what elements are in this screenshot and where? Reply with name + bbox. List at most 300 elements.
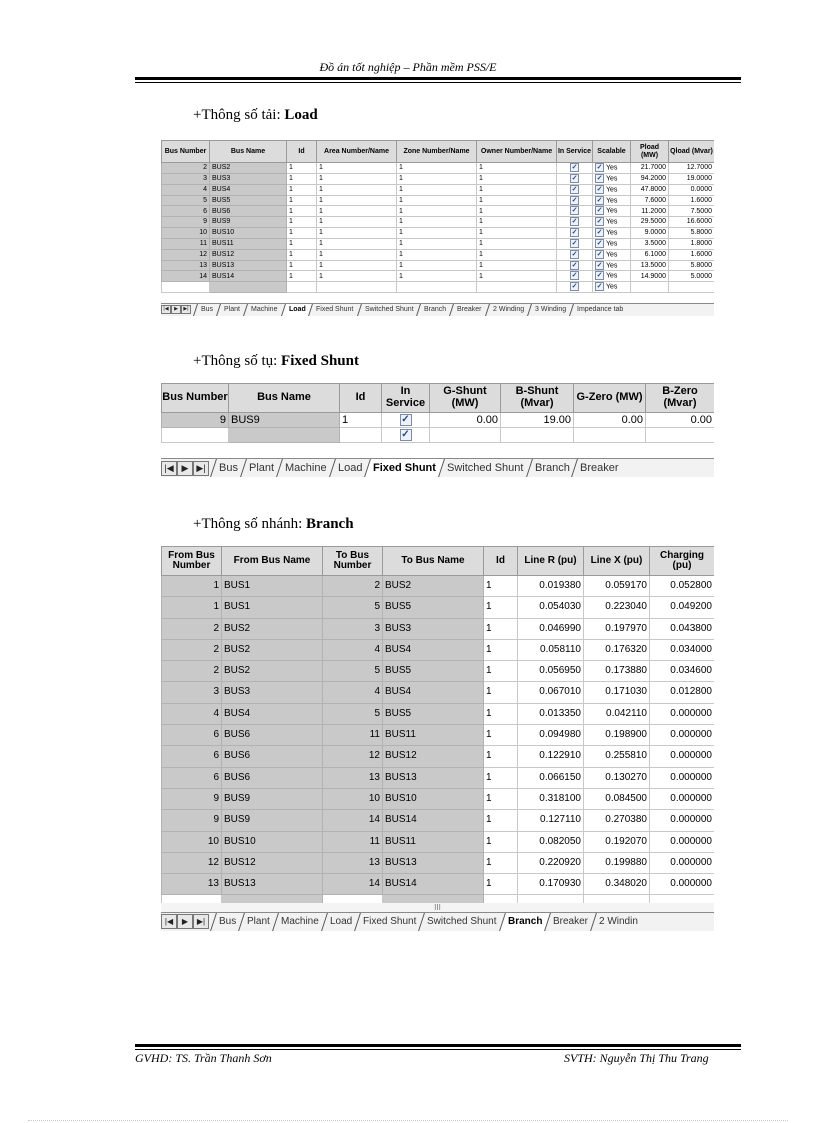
table-cell[interactable]: BUS9 (222, 788, 323, 809)
table-cell[interactable]: BUS2 (383, 576, 484, 597)
table-cell[interactable]: 10 (323, 788, 383, 809)
table-cell[interactable]: 1 (317, 206, 397, 217)
table-cell[interactable]: 10 (162, 831, 222, 852)
table-cell[interactable]: 13 (323, 852, 383, 873)
table-cell[interactable] (593, 184, 631, 195)
table-cell[interactable]: 0.042110 (584, 703, 650, 724)
table-cell[interactable]: 0.059170 (584, 576, 650, 597)
table-cell[interactable]: 1 (287, 206, 317, 217)
sheet-nav-button[interactable]: |◀ (161, 305, 171, 314)
table-cell[interactable] (631, 282, 669, 293)
table-cell[interactable]: 5.8000 (669, 260, 715, 271)
scalable-checkbox[interactable]: ✓ (596, 239, 603, 247)
table-cell[interactable]: 0.043800 (650, 618, 715, 639)
sheet-nav-button[interactable]: ▶ (177, 461, 193, 476)
table-cell[interactable] (162, 282, 210, 293)
table-cell[interactable]: 0.176320 (584, 639, 650, 660)
table-cell[interactable] (557, 228, 593, 239)
table-cell[interactable]: 1 (477, 271, 557, 282)
table-cell[interactable]: 0.052800 (650, 576, 715, 597)
table-cell[interactable]: 1 (317, 195, 397, 206)
table-cell[interactable]: 0.220920 (518, 852, 584, 873)
table-cell[interactable]: 1 (317, 271, 397, 282)
table-cell[interactable]: BUS14 (383, 874, 484, 895)
table-cell[interactable]: 1 (397, 271, 477, 282)
column-header[interactable]: Bus Number (162, 384, 229, 413)
table-cell[interactable] (557, 217, 593, 228)
table-cell[interactable]: 0.122910 (518, 746, 584, 767)
table-cell[interactable]: BUS1 (222, 576, 323, 597)
table-cell[interactable]: 0.082050 (518, 831, 584, 852)
sheet-tab[interactable] (449, 304, 488, 316)
table-cell[interactable] (574, 428, 646, 443)
table-cell[interactable]: 0.318100 (518, 788, 584, 809)
table-cell[interactable]: 1 (477, 195, 557, 206)
table-cell[interactable]: BUS13 (210, 260, 287, 271)
table-cell[interactable]: 6 (162, 767, 222, 788)
table-cell[interactable]: 1 (397, 206, 477, 217)
sheet-tab[interactable] (485, 304, 531, 316)
sheet-tab[interactable] (364, 459, 444, 477)
table-cell[interactable] (557, 260, 593, 271)
column-header[interactable]: Qload (Mvar) (669, 141, 715, 163)
column-header[interactable]: Charging (pu) (650, 547, 715, 576)
table-cell[interactable]: 1 (287, 195, 317, 206)
table-cell[interactable]: 1 (397, 163, 477, 174)
table-cell[interactable]: 4 (162, 184, 210, 195)
column-header[interactable]: To Bus Number (323, 547, 383, 576)
table-cell[interactable]: 1.8000 (669, 238, 715, 249)
table-cell[interactable]: BUS2 (222, 661, 323, 682)
table-cell[interactable]: 0.00 (574, 413, 646, 428)
in-service-checkbox[interactable]: ✓ (571, 283, 578, 291)
table-cell[interactable]: 1 (484, 725, 518, 746)
sheet-tab[interactable] (526, 459, 578, 477)
table-cell[interactable]: 14 (323, 810, 383, 831)
column-header[interactable]: B-Zero (Mvar) (646, 384, 715, 413)
table-cell[interactable] (557, 206, 593, 217)
table-cell[interactable]: 1 (287, 163, 317, 174)
in-service-checkbox[interactable]: ✓ (571, 174, 578, 182)
table-cell[interactable] (430, 428, 501, 443)
table-cell[interactable]: 12 (162, 249, 210, 260)
table-cell[interactable]: BUS9 (222, 810, 323, 831)
table-cell[interactable]: 1 (484, 682, 518, 703)
in-service-checkbox[interactable]: ✓ (401, 429, 410, 441)
table-cell[interactable]: 0.066150 (518, 767, 584, 788)
sheet-tab[interactable] (416, 304, 453, 316)
table-cell[interactable]: 9 (162, 810, 222, 831)
table-cell[interactable] (557, 173, 593, 184)
table-cell[interactable]: 1 (477, 163, 557, 174)
column-header[interactable]: To Bus Name (383, 547, 484, 576)
column-header[interactable]: Bus Name (229, 384, 340, 413)
table-cell[interactable]: 9 (162, 217, 210, 228)
table-cell[interactable]: BUS3 (210, 173, 287, 184)
table-cell[interactable] (557, 271, 593, 282)
table-cell[interactable]: 13 (162, 874, 222, 895)
table-cell[interactable]: 0.00 (430, 413, 501, 428)
table-cell[interactable]: 1 (484, 618, 518, 639)
sheet-tab[interactable] (527, 304, 573, 316)
scalable-checkbox[interactable]: ✓ (596, 185, 603, 193)
table-cell[interactable]: 3 (162, 173, 210, 184)
table-cell[interactable]: BUS3 (383, 618, 484, 639)
table-cell[interactable] (593, 249, 631, 260)
sheet-tab[interactable] (569, 304, 630, 316)
table-cell[interactable]: 0.056950 (518, 661, 584, 682)
table-cell[interactable]: 11 (162, 238, 210, 249)
in-service-checkbox[interactable]: ✓ (571, 218, 578, 226)
table-cell[interactable]: 14 (323, 874, 383, 895)
table-cell[interactable]: BUS4 (383, 682, 484, 703)
table-cell[interactable]: 0.084500 (584, 788, 650, 809)
table-cell[interactable]: 5.8000 (669, 228, 715, 239)
table-cell[interactable] (646, 428, 715, 443)
table-cell[interactable]: 1 (477, 184, 557, 195)
table-cell[interactable] (501, 428, 574, 443)
scalable-checkbox[interactable]: ✓ (596, 207, 603, 215)
scalable-checkbox[interactable]: ✓ (596, 229, 603, 237)
table-cell[interactable]: BUS10 (210, 228, 287, 239)
in-service-checkbox[interactable]: ✓ (571, 272, 578, 280)
table-cell[interactable]: 0.049200 (650, 597, 715, 618)
table-cell[interactable]: BUS4 (210, 184, 287, 195)
table-cell[interactable]: 0.000000 (650, 831, 715, 852)
table-cell[interactable]: 1 (397, 260, 477, 271)
column-header[interactable]: Bus Name (210, 141, 287, 163)
sheet-tab[interactable] (591, 913, 647, 931)
table-cell[interactable]: 9 (162, 788, 222, 809)
table-cell[interactable]: 1 (162, 576, 222, 597)
table-cell[interactable]: 1 (484, 576, 518, 597)
table-cell[interactable]: 1 (340, 413, 382, 428)
table-cell[interactable]: 1 (484, 639, 518, 660)
table-cell[interactable]: 0.130270 (584, 767, 650, 788)
table-cell[interactable]: 0.223040 (584, 597, 650, 618)
table-cell[interactable]: 6 (162, 725, 222, 746)
table-cell[interactable]: BUS12 (222, 852, 323, 873)
table-cell[interactable] (210, 282, 287, 293)
table-cell[interactable]: 4 (323, 639, 383, 660)
table-cell[interactable]: 1 (397, 217, 477, 228)
column-header[interactable]: G-Zero (MW) (574, 384, 646, 413)
sheet-tab[interactable] (419, 913, 505, 931)
table-cell[interactable]: 1 (477, 217, 557, 228)
table-cell[interactable]: 0.000000 (650, 725, 715, 746)
column-header[interactable]: From Bus Number (162, 547, 222, 576)
table-cell[interactable]: 1 (317, 238, 397, 249)
table-cell[interactable]: 1 (484, 767, 518, 788)
table-cell[interactable]: 1 (317, 228, 397, 239)
table-cell[interactable]: 1 (477, 260, 557, 271)
table-cell[interactable]: 3 (323, 618, 383, 639)
scalable-checkbox[interactable]: ✓ (596, 164, 603, 171)
table-cell[interactable]: 1 (317, 184, 397, 195)
table-cell[interactable]: 5 (323, 597, 383, 618)
table-cell[interactable]: 1 (287, 217, 317, 228)
table-cell[interactable]: 13.5000 (631, 260, 669, 271)
table-cell[interactable]: 4 (323, 682, 383, 703)
in-service-checkbox[interactable]: ✓ (571, 185, 578, 193)
table-cell[interactable] (287, 282, 317, 293)
sheet-tab[interactable] (243, 304, 284, 316)
column-header[interactable]: From Bus Name (222, 547, 323, 576)
table-cell[interactable]: 0.013350 (518, 703, 584, 724)
table-cell[interactable]: 9.0000 (631, 228, 669, 239)
table-cell[interactable]: 14 (162, 271, 210, 282)
in-service-checkbox[interactable]: ✓ (571, 207, 578, 215)
table-cell[interactable]: 0.034000 (650, 639, 715, 660)
table-cell[interactable]: 2 (323, 576, 383, 597)
in-service-checkbox[interactable]: ✓ (571, 229, 578, 237)
table-cell[interactable]: 5 (323, 703, 383, 724)
table-cell[interactable]: 3 (162, 682, 222, 703)
column-header[interactable]: Id (484, 547, 518, 576)
table-cell[interactable]: 1 (477, 238, 557, 249)
table-cell[interactable]: 0.270380 (584, 810, 650, 831)
table-cell[interactable] (557, 282, 593, 293)
table-cell[interactable]: 21.7000 (631, 163, 669, 174)
table-cell[interactable]: 1 (317, 249, 397, 260)
sheet-nav-button[interactable]: |◀ (161, 461, 177, 476)
table-cell[interactable]: 1 (477, 228, 557, 239)
table-cell[interactable]: 2 (162, 639, 222, 660)
table-cell[interactable]: 7.6000 (631, 195, 669, 206)
in-service-checkbox[interactable]: ✓ (571, 239, 578, 247)
sheet-nav-button[interactable]: ▶| (193, 914, 209, 929)
table-cell[interactable]: BUS9 (210, 217, 287, 228)
table-cell[interactable]: BUS2 (210, 163, 287, 174)
table-cell[interactable]: 0.197970 (584, 618, 650, 639)
table-cell[interactable] (593, 173, 631, 184)
table-cell[interactable]: 94.2000 (631, 173, 669, 184)
table-cell[interactable]: 10 (162, 228, 210, 239)
table-cell[interactable]: 0.019380 (518, 576, 584, 597)
table-cell[interactable]: 0.00 (646, 413, 715, 428)
table-cell[interactable]: BUS12 (383, 746, 484, 767)
table-cell[interactable]: 0.000000 (650, 767, 715, 788)
table-cell[interactable]: 47.8000 (631, 184, 669, 195)
table-cell[interactable] (593, 163, 631, 174)
table-cell[interactable]: BUS10 (383, 788, 484, 809)
table-cell[interactable]: 1 (397, 195, 477, 206)
table-cell[interactable] (382, 428, 430, 443)
table-cell[interactable]: 12 (162, 852, 222, 873)
table-cell[interactable]: 3.5000 (631, 238, 669, 249)
table-cell[interactable]: 7.5000 (669, 206, 715, 217)
table-cell[interactable]: 1.6000 (669, 195, 715, 206)
table-cell[interactable]: 1 (484, 746, 518, 767)
table-cell[interactable]: 1 (477, 173, 557, 184)
table-cell[interactable]: BUS4 (222, 703, 323, 724)
sheet-tab[interactable] (571, 459, 626, 477)
table-cell[interactable]: 0.094980 (518, 725, 584, 746)
table-cell[interactable]: 1 (317, 173, 397, 184)
table-cell[interactable]: 1 (287, 184, 317, 195)
table-cell[interactable] (397, 282, 477, 293)
table-cell[interactable]: 1 (317, 163, 397, 174)
horizontal-scroll-marker[interactable]: III (161, 903, 714, 913)
column-header[interactable]: G-Shunt (MW) (430, 384, 501, 413)
table-cell[interactable]: 1 (397, 184, 477, 195)
table-cell[interactable]: BUS11 (383, 725, 484, 746)
in-service-checkbox[interactable]: ✓ (571, 250, 578, 258)
table-cell[interactable] (593, 217, 631, 228)
column-header[interactable]: Id (340, 384, 382, 413)
table-cell[interactable]: BUS12 (210, 249, 287, 260)
table-cell[interactable]: BUS2 (222, 639, 323, 660)
table-cell[interactable] (382, 413, 430, 428)
column-header[interactable]: In Service (557, 141, 593, 163)
table-cell[interactable]: 5 (162, 195, 210, 206)
column-header[interactable]: Pload (MW) (631, 141, 669, 163)
sheet-nav-button[interactable]: |◀ (161, 914, 177, 929)
table-cell[interactable]: 6 (162, 206, 210, 217)
sheet-tab[interactable] (357, 304, 421, 316)
table-cell[interactable]: 4 (162, 703, 222, 724)
table-cell[interactable]: BUS6 (222, 725, 323, 746)
table-cell[interactable]: BUS1 (222, 597, 323, 618)
table-cell[interactable]: 13 (323, 767, 383, 788)
table-cell[interactable] (593, 260, 631, 271)
sheet-tab[interactable] (438, 459, 531, 477)
table-cell[interactable] (317, 282, 397, 293)
table-cell[interactable]: 19.0000 (669, 173, 715, 184)
table-cell[interactable]: BUS6 (222, 767, 323, 788)
sheet-tab[interactable] (308, 304, 360, 316)
table-cell[interactable] (593, 228, 631, 239)
sheet-tab[interactable] (354, 913, 424, 931)
table-cell[interactable]: 1 (397, 173, 477, 184)
table-cell[interactable]: 1 (287, 173, 317, 184)
table-cell[interactable]: BUS13 (222, 874, 323, 895)
column-header[interactable]: Scalable (593, 141, 631, 163)
table-cell[interactable]: BUS3 (222, 682, 323, 703)
table-cell[interactable]: BUS5 (383, 703, 484, 724)
scalable-checkbox[interactable]: ✓ (596, 261, 603, 269)
in-service-checkbox[interactable]: ✓ (571, 196, 578, 204)
table-cell[interactable]: BUS5 (383, 661, 484, 682)
table-cell[interactable]: 11 (323, 831, 383, 852)
table-cell[interactable]: BUS2 (222, 618, 323, 639)
table-cell[interactable]: BUS13 (383, 767, 484, 788)
sheet-tab[interactable] (276, 459, 334, 477)
table-cell[interactable]: 0.000000 (650, 852, 715, 873)
table-cell[interactable]: 12 (323, 746, 383, 767)
column-header[interactable]: B-Shunt (Mvar) (501, 384, 574, 413)
table-cell[interactable]: 1 (287, 249, 317, 260)
table-cell[interactable]: BUS14 (210, 271, 287, 282)
table-cell[interactable]: BUS11 (383, 831, 484, 852)
table-cell[interactable] (593, 206, 631, 217)
table-cell[interactable]: 6 (162, 746, 222, 767)
column-header[interactable]: Owner Number/Name (477, 141, 557, 163)
column-header[interactable]: Line R (pu) (518, 547, 584, 576)
scalable-checkbox[interactable]: ✓ (596, 196, 603, 204)
in-service-checkbox[interactable]: ✓ (571, 261, 578, 269)
table-cell[interactable]: BUS9 (229, 413, 340, 428)
table-cell[interactable]: 0.067010 (518, 682, 584, 703)
table-cell[interactable]: BUS6 (210, 206, 287, 217)
table-cell[interactable]: 5.0000 (669, 271, 715, 282)
table-cell[interactable]: 1 (397, 238, 477, 249)
table-cell[interactable]: 2 (162, 661, 222, 682)
table-cell[interactable] (557, 163, 593, 174)
table-cell[interactable]: 0.170930 (518, 874, 584, 895)
table-cell[interactable]: 1 (287, 271, 317, 282)
column-header[interactable]: Line X (pu) (584, 547, 650, 576)
table-cell[interactable]: 14.9000 (631, 271, 669, 282)
table-cell[interactable]: BUS5 (210, 195, 287, 206)
table-cell[interactable] (669, 282, 715, 293)
table-cell[interactable]: 1 (287, 228, 317, 239)
sheet-nav-button[interactable]: ▶ (171, 305, 181, 314)
table-cell[interactable] (557, 184, 593, 195)
table-cell[interactable]: 0.000000 (650, 703, 715, 724)
table-cell[interactable]: 1 (484, 831, 518, 852)
table-cell[interactable]: 0.199880 (584, 852, 650, 873)
table-cell[interactable] (557, 238, 593, 249)
table-cell[interactable] (593, 271, 631, 282)
table-cell[interactable]: 1 (484, 874, 518, 895)
table-cell[interactable]: 0.198900 (584, 725, 650, 746)
table-cell[interactable]: 29.5000 (631, 217, 669, 228)
table-cell[interactable]: BUS14 (383, 810, 484, 831)
table-cell[interactable]: BUS11 (210, 238, 287, 249)
column-header[interactable]: Id (287, 141, 317, 163)
table-cell[interactable]: 9 (162, 413, 229, 428)
table-cell[interactable]: 1.6000 (669, 249, 715, 260)
table-cell[interactable] (593, 282, 631, 293)
table-cell[interactable]: 1 (317, 260, 397, 271)
sheet-nav-button[interactable]: ▶| (181, 305, 191, 314)
table-cell[interactable]: 1 (484, 810, 518, 831)
table-cell[interactable]: 1 (477, 206, 557, 217)
table-cell[interactable]: 2 (162, 163, 210, 174)
table-cell[interactable]: 0.171030 (584, 682, 650, 703)
table-cell[interactable]: 11 (323, 725, 383, 746)
table-cell[interactable]: 0.173880 (584, 661, 650, 682)
scalable-checkbox[interactable]: ✓ (596, 283, 603, 291)
scalable-checkbox[interactable]: ✓ (596, 250, 603, 258)
table-cell[interactable]: 0.000000 (650, 874, 715, 895)
table-cell[interactable]: 1 (484, 852, 518, 873)
table-cell[interactable] (593, 238, 631, 249)
table-cell[interactable]: 12.7000 (669, 163, 715, 174)
column-header[interactable]: Zone Number/Name (397, 141, 477, 163)
column-header[interactable]: In Service (382, 384, 430, 413)
table-cell[interactable]: BUS13 (383, 852, 484, 873)
table-cell[interactable]: 0.046990 (518, 618, 584, 639)
table-cell[interactable]: 19.00 (501, 413, 574, 428)
table-cell[interactable] (557, 249, 593, 260)
in-service-checkbox[interactable]: ✓ (571, 164, 578, 171)
table-cell[interactable]: 1 (397, 249, 477, 260)
sheet-tab[interactable] (499, 913, 550, 931)
sheet-tab[interactable] (544, 913, 596, 931)
scalable-checkbox[interactable]: ✓ (596, 272, 603, 280)
table-cell[interactable]: 1 (287, 260, 317, 271)
table-cell[interactable] (162, 428, 229, 443)
in-service-checkbox[interactable]: ✓ (401, 414, 410, 426)
table-cell[interactable]: 1 (317, 217, 397, 228)
table-cell[interactable]: 16.6000 (669, 217, 715, 228)
table-cell[interactable]: 1 (287, 238, 317, 249)
column-header[interactable]: Bus Number (162, 141, 210, 163)
sheet-nav-button[interactable]: ▶| (193, 461, 209, 476)
table-cell[interactable]: 0.0000 (669, 184, 715, 195)
